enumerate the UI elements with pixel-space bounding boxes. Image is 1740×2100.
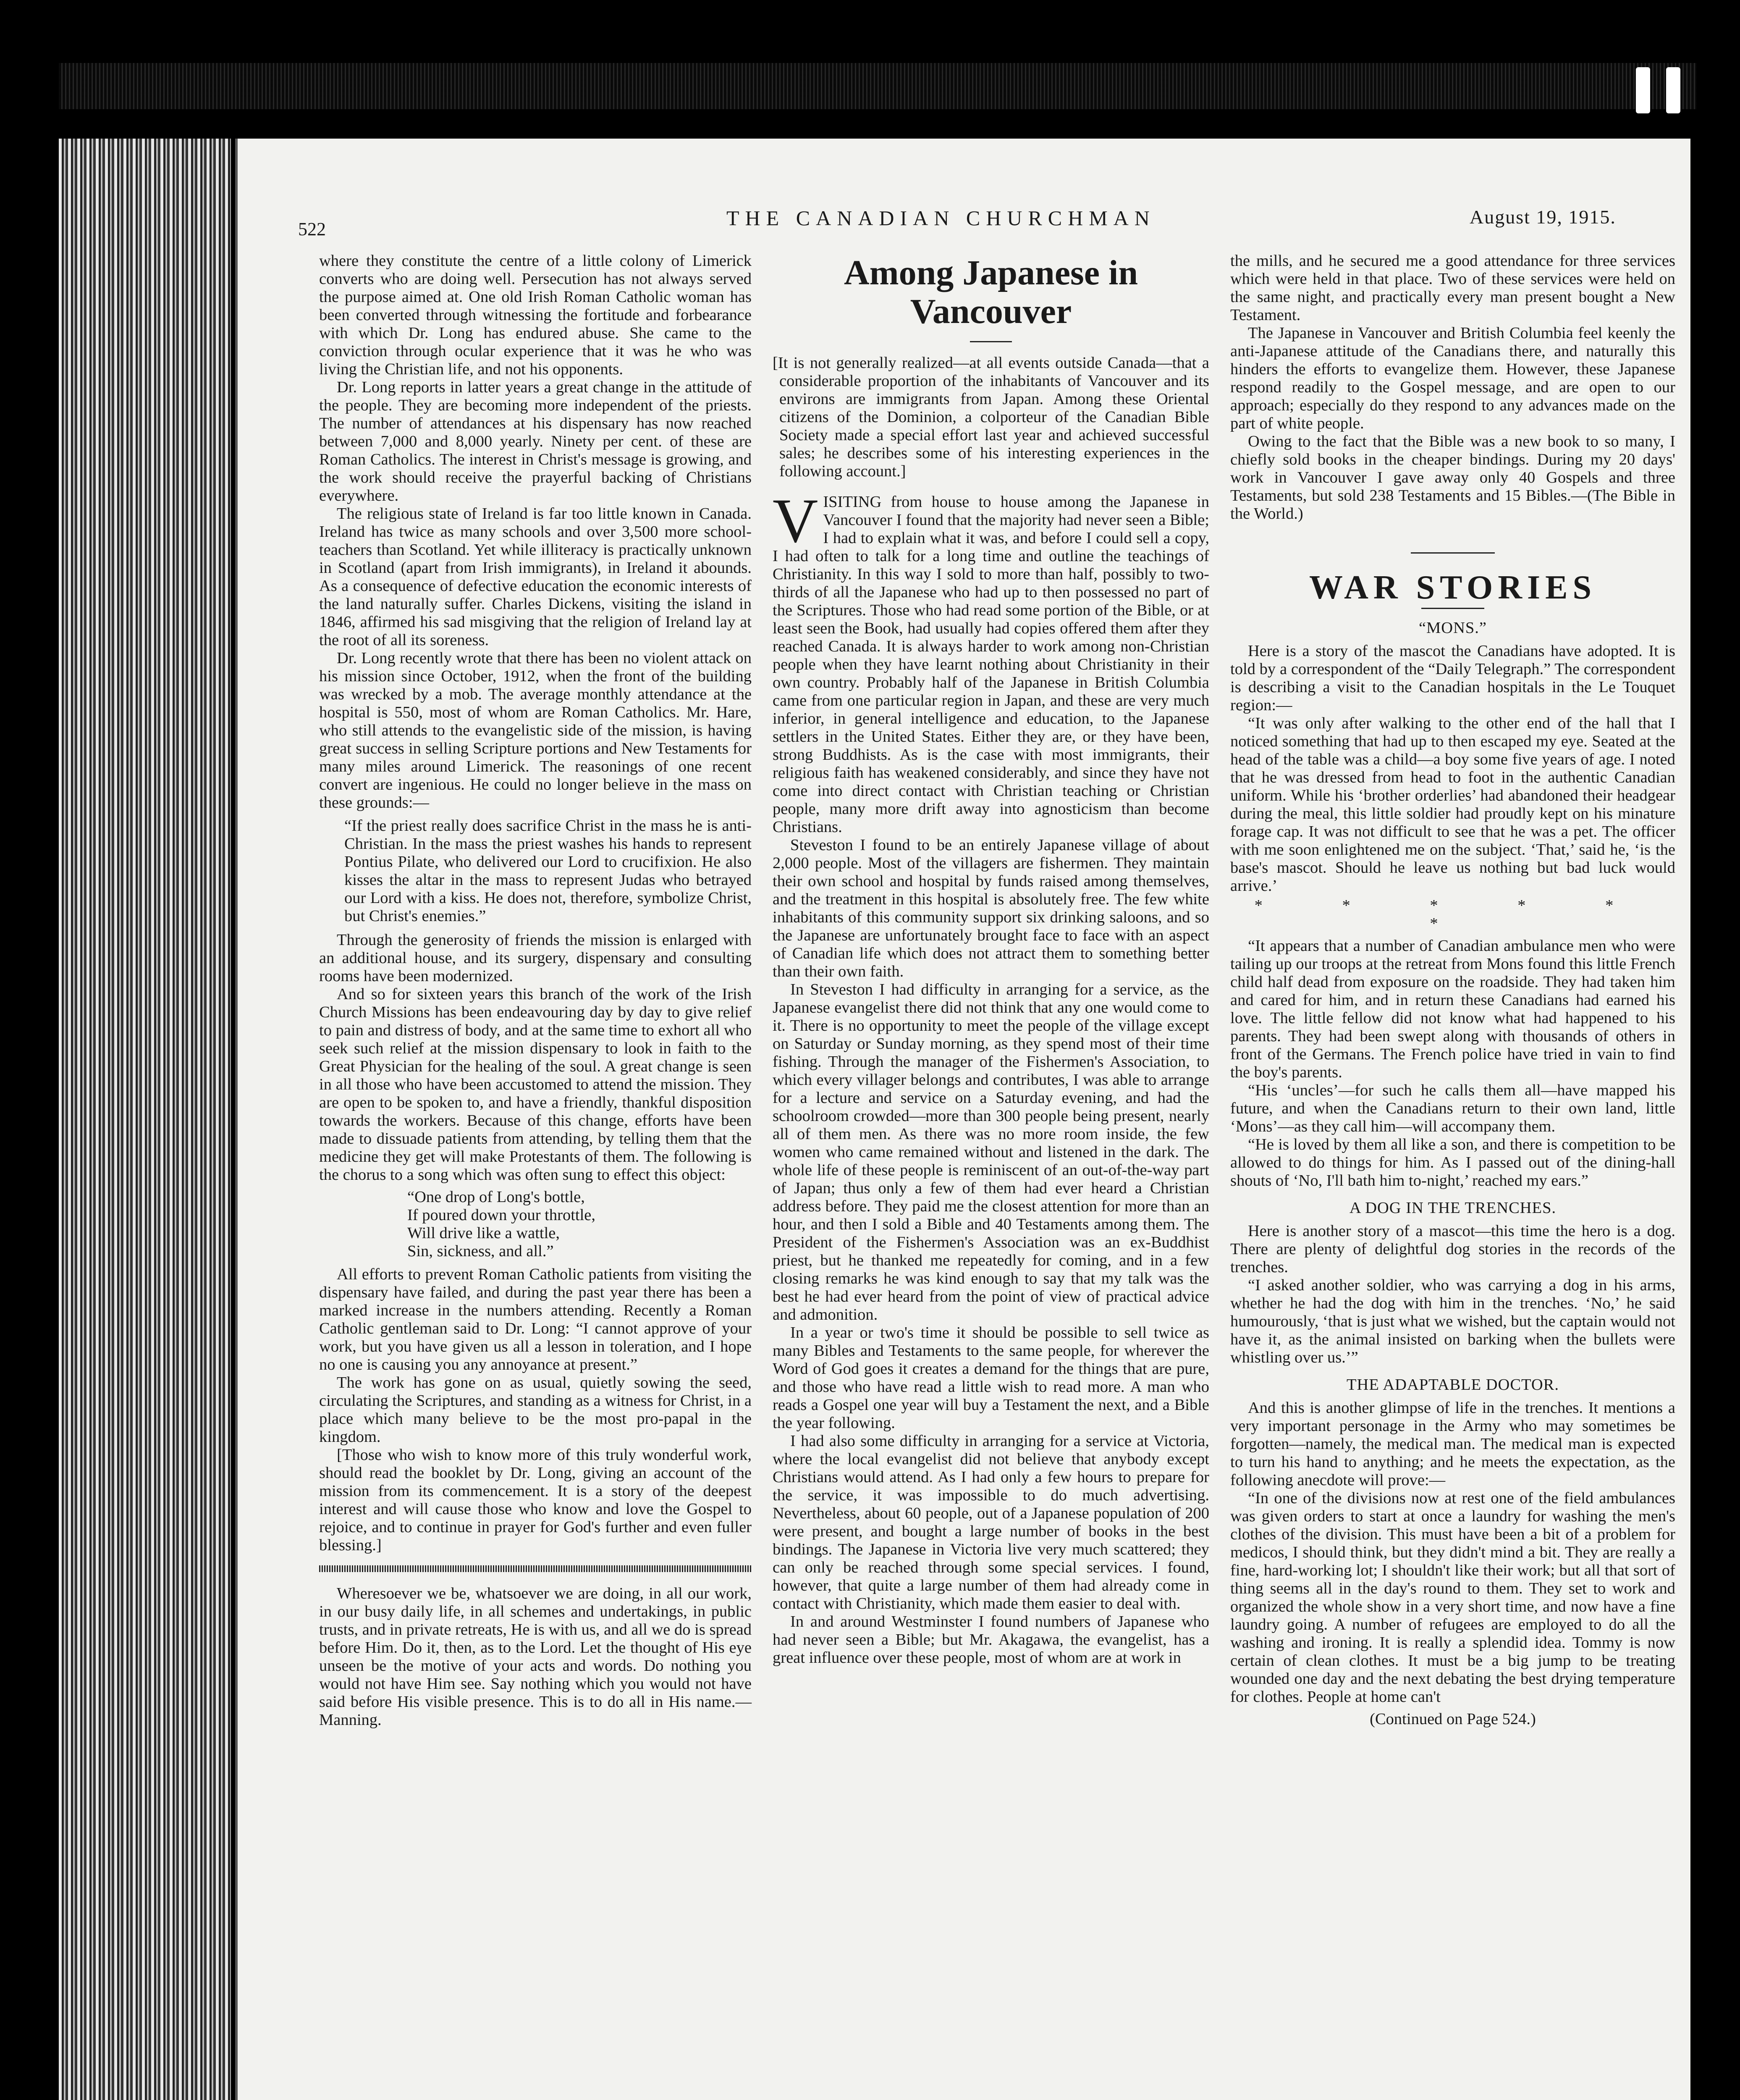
issue-date: August 19, 1915. — [1470, 206, 1616, 228]
article-intro: [It is not generally realized—at all events outside Canada—that a considerable proportion of the inhabitants of Vancouver and its environs are immigrants from Japan. Among these Oriental citizens of the Dominion, a colporteur of the Canadian Bible Society made a special effort last year and achieved successful sales; he describes some of his interesting experiences in the following account.] — [773, 354, 1209, 480]
scan-mark-top-right — [1636, 67, 1650, 113]
first-paragraph: VISITING from house to house among the Japanese in Vancouver I found that the majority had never seen a Bible; I had to explain what it was, and before I could sell a copy, I had often to talk for a long time and outline the teachings of Christianity. In this way I sold to more than half, possibly to two-thirds of all the Japanese who had up to then possessed no part of the Scriptures. Those who had read some portion of the Bible, or at least seen the Book, had usually had copies offered them after they reached Canada. It is always harder to work among non-Christian people when they have learnt nothing about Christianity in their own country. Probably half of the Japanese in British Columbia came from one particular region in Japan, and these are very much inferior, in general intelligence and education, to the Japanese settlers in the United States. Either they are, or they have been, strong Buddhists. As is the case with most immigrants, their religious faith has weakened considerably, and since they have not come into direct contact with Christian teaching or Christian people, many more drift away into agnosticism than become Christians. — [773, 486, 1209, 836]
publication-title: THE CANADIAN CHURCHMAN — [726, 206, 1156, 230]
continued-note: (Continued on Page 524.) — [1370, 1710, 1536, 1728]
block-quote: “If the priest really does sacrifice Christ in the mass he is anti-Christian. In the mass the priest washes his hands to represent Pontius Pilate, who delivered our Lord to crucifixion. He also kisses the altar in the mass to represent Judas who betrayed our Lord with a kiss. He does not, therefore, symbolize Christ, but Christ's enemies.” — [344, 817, 752, 925]
verse-line: Will drive like a wattle, — [407, 1224, 560, 1242]
paragraph: All efforts to prevent Roman Catholic patients from visiting the dispensary have failed, and during the past year there has been a marked increase in the numbers attending. Recently a Roman Catholic gentleman said to Dr. Long: “I cannot approve of your work, but you have given us all a lesson in toleration, and I hope no one is causing you any annoyance at present.” — [319, 1265, 752, 1373]
section-title: WAR STORIES — [1309, 569, 1597, 606]
paragraph: “He is loved by them all like a son, and there is competition to be allowed to do things for him. As I passed out of the dining-hall shouts of ‘No, I'll bath him to-night,’ reached my ears.” — [1230, 1136, 1675, 1189]
paragraph: In and around Westminster I found numbers of Japanese who had never seen a Bible; but Mr. Akagawa, the evangelist, has a great influence over these people, most of whom are at work in — [773, 1613, 1209, 1667]
paragraph: Steveston I found to be an entirely Japanese village of about 2,000 people. Most of the villagers are fishermen. They maintain their own school and hospital by funds raised among themselves, and the treatment in this hospital is absolutely free. The few white inhabitants of this community support six drinking saloons, and so the Japanese are unfortunately brought face to face with an aspect of Canadian life which does not attract them to something better than their own faith. — [773, 836, 1209, 980]
asterism: * * * * * * — [1254, 897, 1651, 932]
subheading-doctor: THE ADAPTABLE DOCTOR. — [1347, 1376, 1559, 1394]
paragraph: Through the generosity of friends the mission is enlarged with an additional house, and its surgery, dispensary and consulting rooms have been modernized. — [319, 931, 752, 985]
scan-mark-top-right — [1666, 67, 1680, 113]
paragraph: And so for sixteen years this branch of the work of the Irish Church Missions has been endeavouring day by day to give relief to pain and distress of body, and at the same time to exhort all who seek such relief at the mission dispensary to look in faith to the Great Physician for the healing of the soul. A great change is seen in all those who have been accustomed to attend the mission. They are open to be spoken to, and have a friendly, thankful disposition towards the workers. Because of this change, efforts have been made to dissuade patients from attending, by telling them that the medicine they get will make Protestants of them. The following is the chorus to a song which was often sung to effect this object: — [319, 985, 752, 1184]
column-1 — [319, 252, 752, 1729]
paragraph: “It was only after walking to the other end of the hall that I noticed something that had up to then escaped my eye. Seated at the head of the table was a child—a boy some five years of age. I noted that he was dressed from head to foot in the authentic Canadian uniform. While his ‘brother orderlies’ had abandoned their headgear during the meal, this little soldier had proudly kept on his minature forage cap. It was not difficult to see that he was a pet. The officer with me soon enlightened me on the subject. ‘That,’ said he, ‘is the base's mascot. Should he leave us nothing but bad luck would arrive.’ — [1230, 714, 1675, 895]
section-subrule — [1421, 608, 1484, 609]
paragraph: The religious state of Ireland is far too little known in Canada. Ireland has twice as many schools and over 3,500 more school-teachers than Scotland. Yet while illiteracy is practically unknown in Scotland (apart from Irish immigrants), in Ireland it abounds. As a consequence of defective education the economic interests of the land naturally suffer. Charles Dickens, visiting the island in 1846, affirmed his sad misgiving that the religion of Ireland lay at the root of all its soreness. — [319, 505, 752, 649]
page-number: 522 — [298, 219, 326, 239]
paragraph: Here is a story of the mascot the Canadians have adopted. It is told by a correspondent of the “Daily Telegraph.” The correspondent is describing a visit to the Canadian hospitals in the Le Touquet region:— — [1230, 642, 1675, 714]
scan-noise-top — [59, 63, 1696, 109]
paragraph: “It appears that a number of Canadian ambulance men who were tailing up our troops at the retreat from Mons found this little French child half dead from exposure on the roadside. They had taken him and cared for him, and in return these Canadians had earned his love. The little fellow did not know what had happened to his parents. They had been swept along with thousands of others in front of the Germans. The French police have tried in vain to find the boy's parents. — [1230, 937, 1675, 1081]
paragraph: Dr. Long recently wrote that there has been no violent attack on his mission since October, 1912, when the front of the building was wrecked by a mob. The average monthly attendance at the hospital is 550, most of whom are Roman Catholics. Mr. Hare, who still attends to the evangelistic side of the mission, is having great success in selling Scripture portions and New Testaments for many miles around Limerick. The reasonings of one recent convert are ingenious. He could no longer believe in the mass on these grounds:— — [319, 649, 752, 811]
paragraph: where they constitute the centre of a little colony of Limerick converts who are doing well. Persecution has not always served the purpose aimed at. One old Irish Roman Catholic woman has been converted through witnessing the fortitude and forbearance with which Dr. Long has endured abuse. She came to the conviction through ocular experience that it was he who was living the Christian life, and not his opponents. — [319, 252, 752, 378]
book-binding-edge — [59, 139, 231, 2100]
title-rule — [970, 341, 1012, 342]
paragraph: In Steveston I had difficulty in arranging for a service, as the Japanese evangelist there did not think that any one would come to it. There is no opportunity to meet the people of the village except on Saturday or Sunday morning, as they spend most of their time fishing. Through the manager of the Fishermen's Association, to which every villager belongs and contributes, I was able to arrange for a lecture and service on a Saturday evening, and had the schoolroom crowded—more than 300 people being present, nearly all of them men. As there was no more room inside, the few women who came remained without and listened in the dark. The whole life of these people is reminiscent of an out-of-the-way part of Japan; thus only a few of them had ever heard a Christian address before. They paid me the closest attention for more than an hour, and then I sold a Bible and 40 Testaments among them. The President of the Fishermen's Association was an ex-Buddhist priest, but he thanked me repeatedly for coming, and in a few closing remarks he was kind enough to say that my talk was the best he had ever heard from the point of view of practical advice and admonition. — [773, 981, 1209, 1323]
paragraph: I had also some difficulty in arranging for a service at Victoria, where the local evangelist did not believe that anybody except Christians would attend. As I had only a few hours to prepare for the service, it was impossible to do much advertising. Nevertheless, about 60 people, out of a Japanese population of 200 were present, and bought a large number of books in the best bindings. The Japanese in Victoria live very much scattered; they can only be reached through some special services. I found, however, that quite a large number of them had already come in contact with Christianity, which made them easier to deal with. — [773, 1432, 1209, 1612]
paragraph: The Japanese in Vancouver and British Columbia feel keenly the anti-Japanese attitude of the Canadians there, and naturally this hinders the efforts to evangelize them. However, these Japanese respond readily to the Gospel message, and are open to our approach; especially do they respond to any advances made on the part of white people. — [1230, 324, 1675, 432]
verse-line: Sin, sickness, and all.” — [407, 1242, 554, 1260]
paragraph: “In one of the divisions now at rest one of the field ambulances was given orders to start at once a laundry for washing the men's clothes of the division. This must have been a bit of a problem for medicos, I should think, but they didn't mind a bit. They are really a fine, hard-working lot; I shouldn't like their work; but all that sort of thing seems all in the day's round to them. They set to work and organized the whole show in a very short time, and now have a fine laundry going. A number of refugees are employed to do all the washing and ironing. It is really a splendid idea. Tommy is now certain of clean clothes. It must be a big jump to be treating wounded one day and the next debating the best drying temperature for clothes. People at home can't — [1230, 1489, 1675, 1706]
paragraph: Owing to the fact that the Bible was a new book to so many, I chiefly sold books in the cheaper bindings. During my 20 days' work in Vancouver I gave away only 40 Gospels and three Testaments, but sold 238 Testaments and 15 Bibles.—(The Bible in the World.) — [1230, 433, 1675, 522]
section-rule — [1411, 552, 1495, 554]
paragraph: “His ‘uncles’—for such he calls them all—have mapped his future, and when the Canadians return to their own land, little ‘Mons’—as they call him—will accompany them. — [1230, 1082, 1675, 1135]
article-title: Among Japanese in Vancouver — [844, 253, 1138, 331]
paragraph: Here is another story of a mascot—this time the hero is a dog. There are plenty of delightful dog stories in the records of the trenches. — [1230, 1222, 1675, 1276]
paragraph: And this is another glimpse of life in the trenches. It mentions a very important personage in the Army who may sometimes be forgotten—namely, the medical man. The medical man is expected to turn his hand to anything; and he meets the expectation, as the following anecdote will prove:— — [1230, 1399, 1675, 1489]
paragraph: [Those who wish to know more of this truly wonderful work, should read the booklet by Dr. Long, giving an account of the mission from its commencement. It is a story of the deepest interest and will cause those who know and love the Gospel to rejoice, and to continue in prayer for God's further and even fuller blessing.] — [319, 1446, 752, 1554]
scan-border-left — [0, 0, 59, 2100]
paragraph: “I asked another soldier, who was carrying a dog in his arms, whether he had the dog with him in the trenches. ‘No,’ he said humourously, ‘that is just what we wished, but the captain would not have it, as the animal insisted on barking when the bullets were whistling over us.’” — [1230, 1276, 1675, 1366]
verse-line: “One drop of Long's bottle, — [407, 1188, 585, 1206]
manning-quote: Wheresoever we be, whatsoever we are doing, in all our work, in our busy daily life, in all schemes and undertakings, in public trusts, and in private retreats, He is with us, and all we do is spread before Him. Do it, then, as to the Lord. Let the thought of His eye unseen be the motive of your acts and words. Do nothing you would not have Him see. Say nothing which you would not have said before His visible presence. This is to do all in His name.—Manning. — [319, 1585, 752, 1729]
paragraph: the mills, and he secured me a good attendance for three services which were held in that place. Two of these services were held on the same night, and practically every man present bought a New Testament. — [1230, 252, 1675, 324]
subheading-dog: A DOG IN THE TRENCHES. — [1349, 1199, 1557, 1217]
ornamental-rule — [319, 1565, 752, 1572]
page-header — [260, 193, 1688, 239]
paragraph: The work has gone on as usual, quietly sowing the seed, circulating the Scriptures, and standing as a witness for Christ, in a place which many believe to be the most pro-papal in the kingdom. — [319, 1374, 752, 1446]
subheading-mons: “MONS.” — [1418, 619, 1487, 637]
paragraph: Dr. Long reports in latter years a great change in the attitude of the people. They are becoming more independent of the priests. The number of attendances at his dispensary has now reached between 7,000 and 8,000 yearly. Ninety per cent. of these are Roman Catholics. The interest in Christ's message is growing, and the work should receive the prayerful backing of Christians everywhere. — [319, 378, 752, 504]
paragraph: In a year or two's time it should be possible to sell twice as many Bibles and Testaments to the same people, for wherever the Word of God goes it creates a demand for the things that are pure, and those who have read a little wish to read more. A man who reads a Gospel one year will buy a Testament the next, and a Bible the year following. — [773, 1324, 1209, 1432]
song-verse — [407, 1188, 752, 1260]
column-3 — [1230, 252, 1675, 1728]
column-2 — [773, 252, 1209, 1667]
verse-line: If poured down your throttle, — [407, 1206, 595, 1224]
drop-cap: V — [773, 486, 818, 556]
